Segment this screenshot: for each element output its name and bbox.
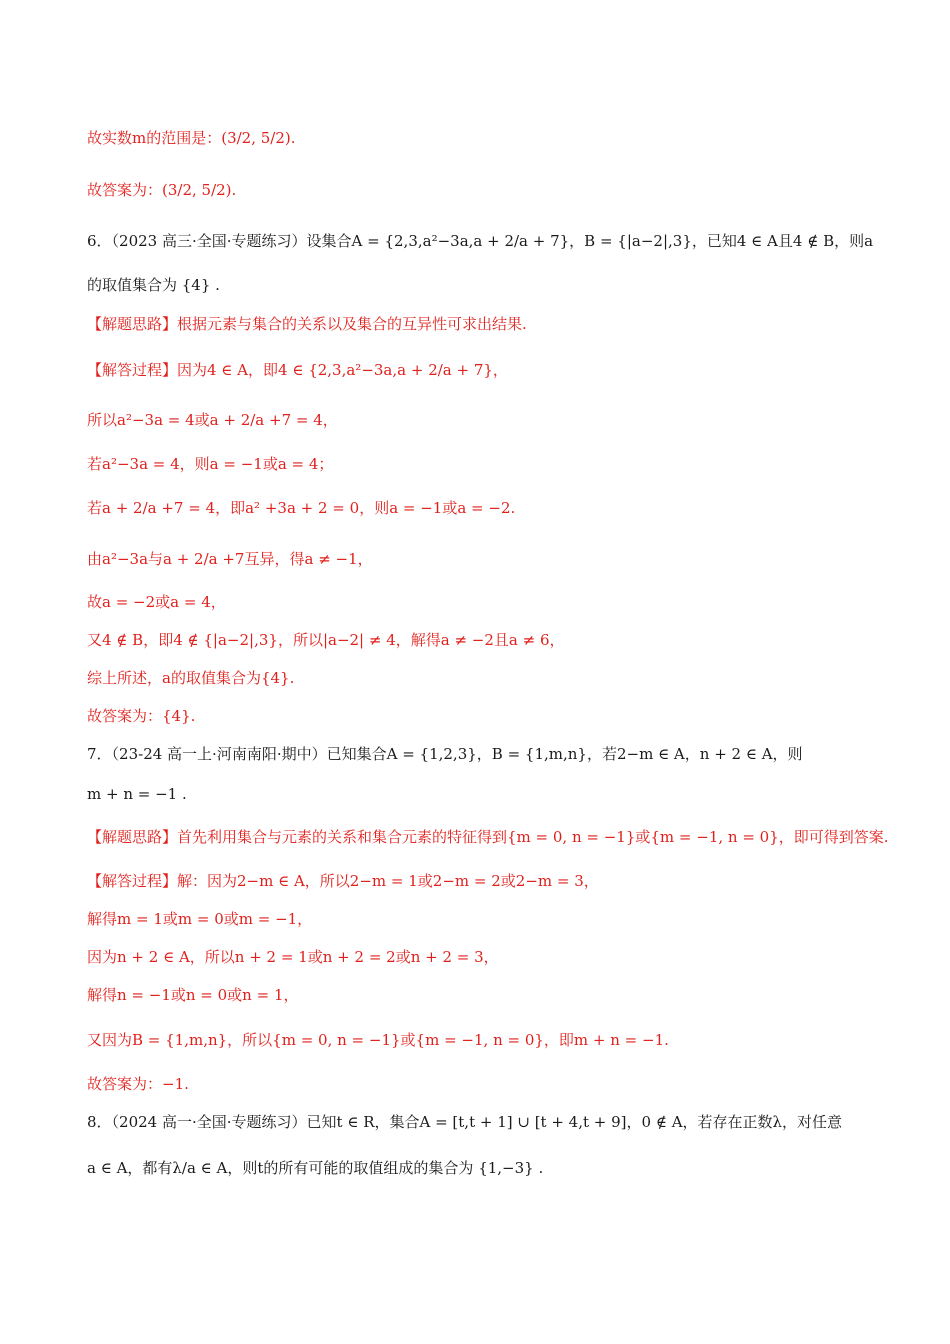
- text-line-19: 解得m = 1或m = 0或m = −1，: [87, 910, 313, 928]
- solution-idea-6: 【解题思路】根据元素与集合的关系以及集合的互异性可求出结果.: [87, 315, 527, 333]
- text-line-7: 所以a²−3a = 4或a + 2/a +7 = 4，: [87, 411, 338, 429]
- text-line-12: 又4 ∉ B，即4 ∉ {|a−2|,3}，所以|a−2| ≠ 4，解得a ≠ −2且a ≠ 6，: [87, 631, 565, 649]
- question-8: 8．（2024 高一·全国·专题练习）已知t ∈ R，集合A = [t,t + 1] ∪ [t + 4,t + 9]，0 ∉ A，若存在正数λ，对任意: [87, 1113, 843, 1131]
- text-line-22: 又因为B = {1,m,n}，所以{m = 0, n = −1}或{m = −1, n = 0}，即m + n = −1.: [87, 1031, 669, 1049]
- solution-process-6: 【解答过程】因为4 ∈ A，即4 ∈ {2,3,a²−3a,a + 2/a + 7}，: [87, 361, 508, 379]
- question-7: 7．（23-24 高一上·河南南阳·期中）已知集合A = {1,2,3}，B = {1,m,n}，若2−m ∈ A，n + 2 ∈ A，则: [87, 745, 803, 763]
- text-line-13: 综上所述，a的取值集合为{4}.: [87, 669, 295, 687]
- answer-7: 故答案为：−1.: [87, 1075, 189, 1093]
- text-line-2: 故答案为：(3/2, 5/2).: [87, 181, 237, 199]
- text-line-10: 由a²−3a与a + 2/a +7互异，得a ≠ −1，: [87, 550, 373, 568]
- answer-6: 故答案为：{4}.: [87, 707, 196, 725]
- question-8-answer: a ∈ A，都有λ/a ∈ A，则t的所有可能的取值组成的集合为 {1,−3} .: [87, 1159, 544, 1177]
- text-line-1: 故实数m的范围是：(3/2, 5/2).: [87, 129, 296, 147]
- text-line-21: 解得n = −1或n = 0或n = 1，: [87, 986, 299, 1004]
- question-7-answer: m + n = −1 .: [87, 785, 187, 803]
- question-6-answer: 的取值集合为 {4} .: [87, 276, 220, 294]
- solution-process-7: 【解答过程】解：因为2−m ∈ A，所以2−m = 1或2−m = 2或2−m = 3，: [87, 872, 599, 890]
- text-line-8: 若a²−3a = 4，则a = −1或a = 4；: [87, 455, 334, 473]
- text-line-11: 故a = −2或a = 4，: [87, 593, 226, 611]
- solution-idea-7: 【解题思路】首先利用集合与元素的关系和集合元素的特征得到{m = 0, n = −1}或{m = −1, n = 0}，即可得到答案.: [87, 828, 889, 846]
- question-6: 6．（2023 高三·全国·专题练习）设集合A = {2,3,a²−3a,a + 2/a + 7}，B = {|a−2|,3}，已知4 ∈ A且4 ∉ B，则a: [87, 232, 874, 250]
- text-line-20: 因为n + 2 ∈ A，所以n + 2 = 1或n + 2 = 2或n + 2 = 3，: [87, 948, 499, 966]
- text-line-9: 若a + 2/a +7 = 4，即a² +3a + 2 = 0，则a = −1或a = −2.: [87, 499, 516, 517]
